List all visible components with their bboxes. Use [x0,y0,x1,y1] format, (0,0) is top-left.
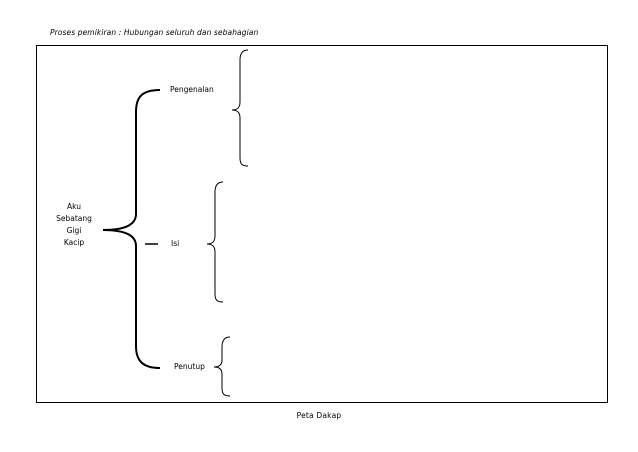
branch-isi: Isi [171,239,180,248]
isi-brace [207,182,223,302]
topic-line: Aku [67,202,81,211]
pengenalan-brace [232,50,248,166]
penutup-brace [214,337,230,396]
diagram-caption: Peta Dakap [296,411,342,420]
branch-penutup: Penutup [174,362,205,371]
topic-label [48,201,100,249]
topic-line: Kacip [63,238,85,247]
branch-pengenalan: Pengenalan [170,85,214,94]
topic-line: Sebatang [56,214,92,223]
topic-line: Gigi [66,226,82,235]
page-title: Proses pemikiran : Hubungan seluruh dan sebahagian [50,28,259,37]
main-brace [103,90,160,368]
